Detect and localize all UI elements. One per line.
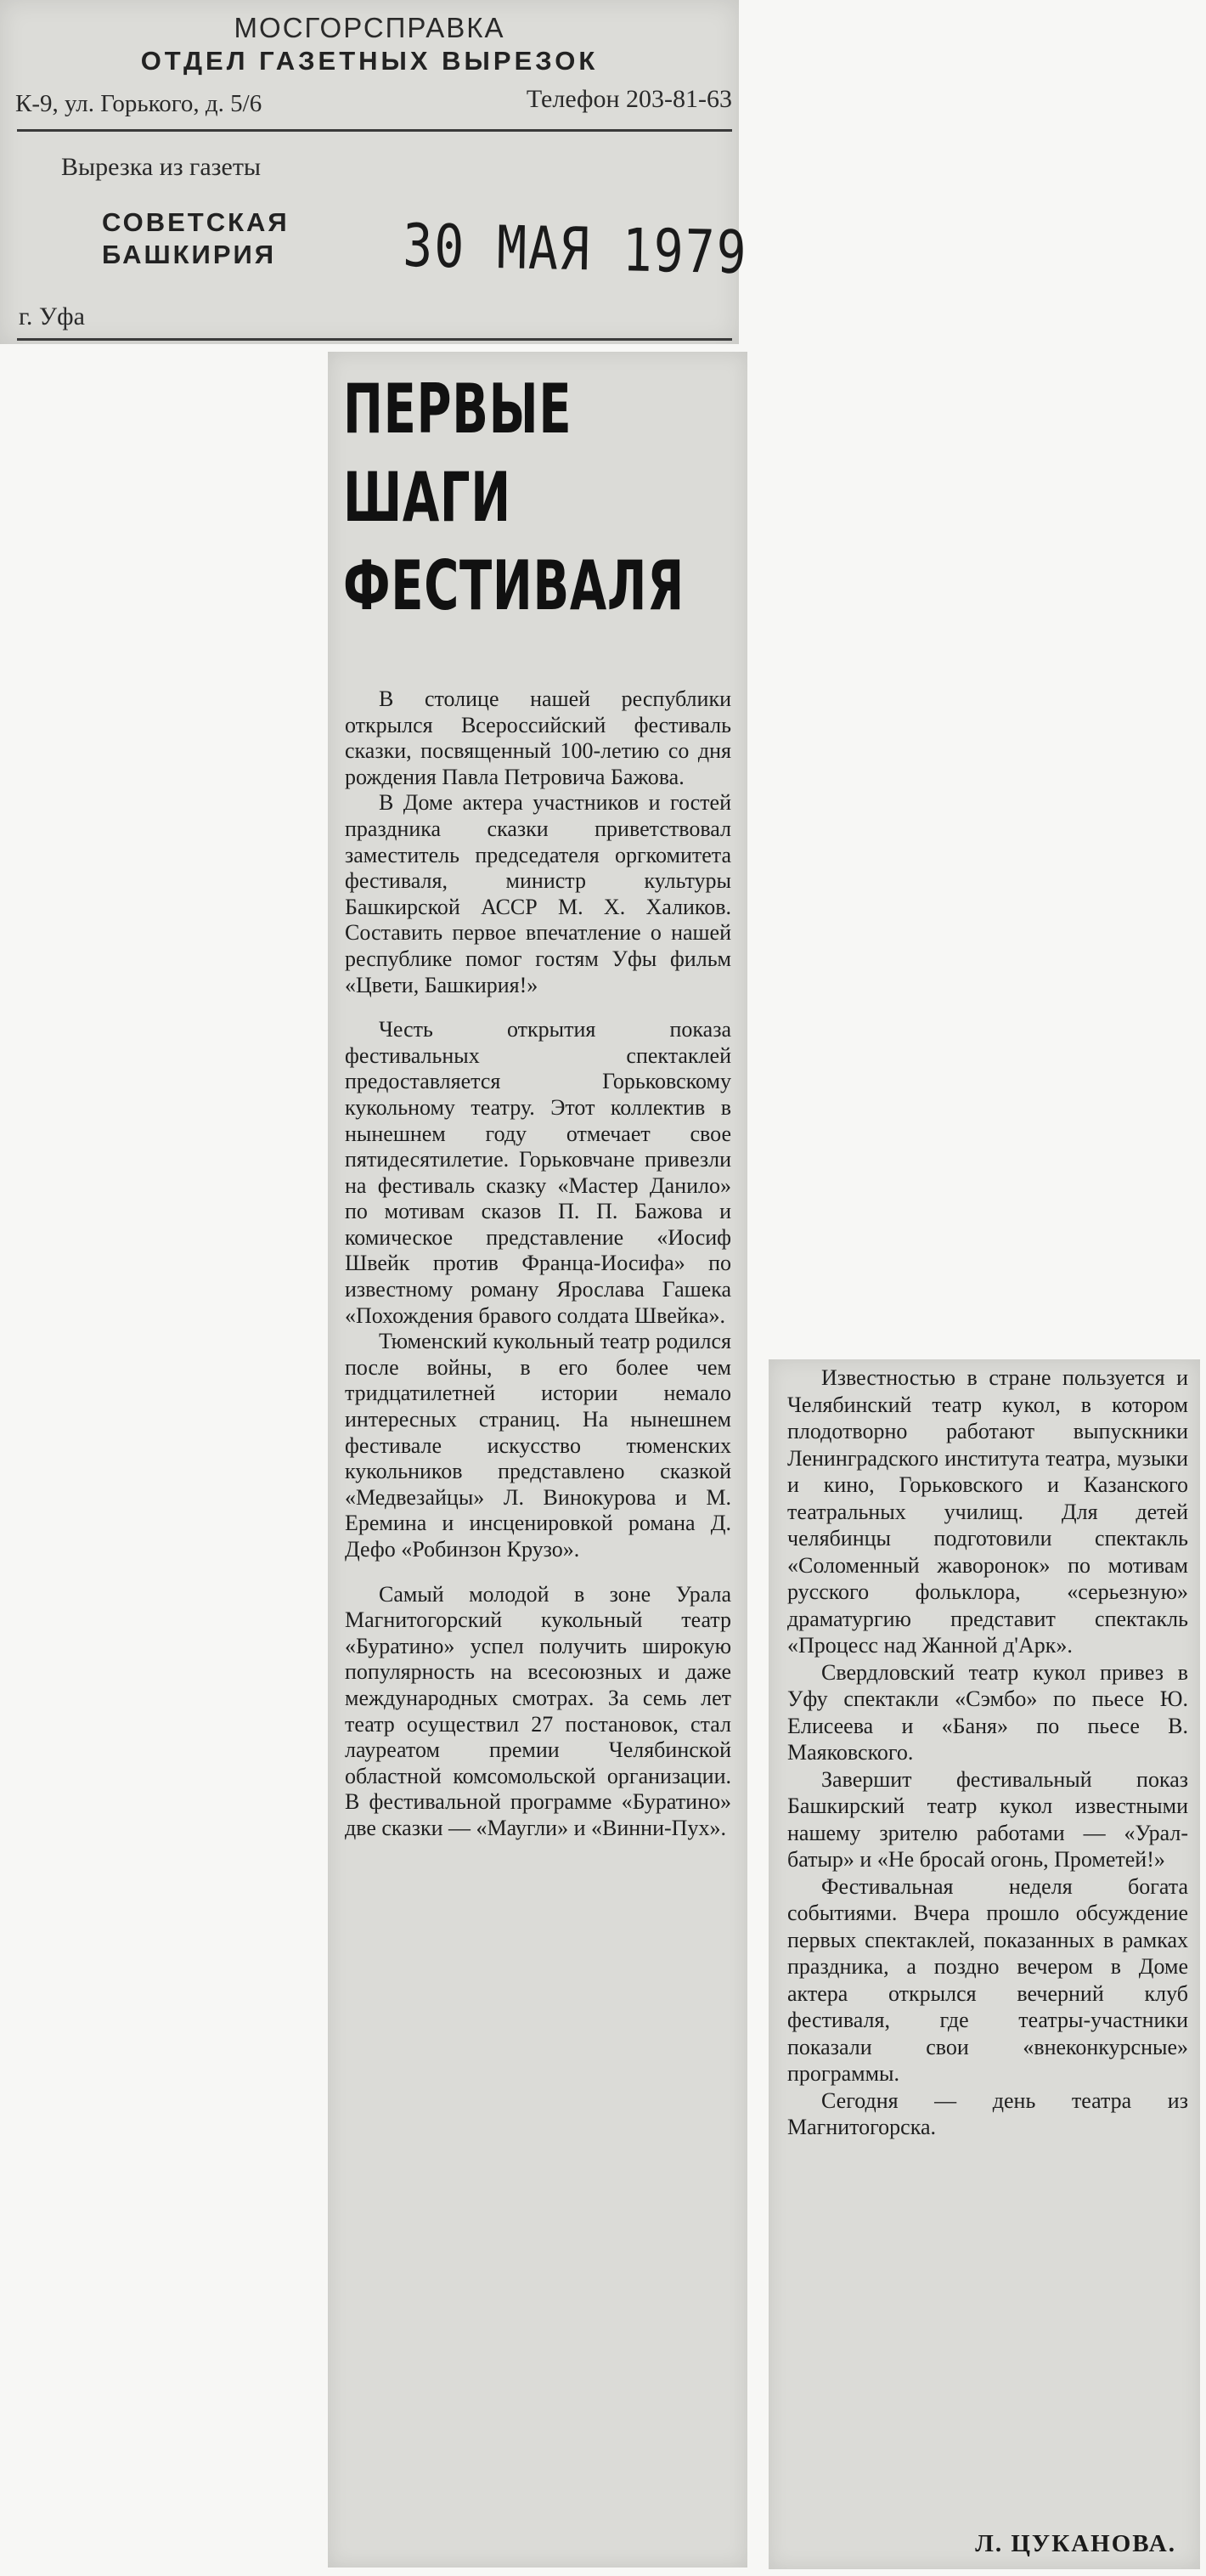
headline-line2: ШАГИ: [343, 458, 511, 537]
stamp-department: ОТДЕЛ ГАЗЕТНЫХ ВЫРЕЗОК: [140, 46, 599, 76]
article-body-column-1: [345, 686, 731, 1842]
article-paragraph: Известностью в стране пользуется и Челябинский театр кукол, в котором плодотворно работают выпускники Ленинградского института театра, музыки и кино, Горьковского и Казанского театральных училищ. Для детей челябинцы подготовили спектакль «Соломенный жаворонок» по мотивам русского фольклора, «серьезную» драматургию представит спектакль «Процесс над Жанной д'Арк».: [787, 1365, 1188, 1658]
newspaper-name-line2: БАШКИРИЯ: [102, 240, 277, 269]
article-headline: [343, 365, 685, 630]
stamp-city: г. Уфа: [19, 302, 85, 330]
headline-line1: ПЕРВЫЕ: [343, 370, 572, 449]
article-paragraph: Тюменский кукольный театр родился после войны, в его более чем тридцатилетней истории немало интересных страниц. На нынешнем фестивале искусство тюменских кукольников представлено сказкой «Медвезайцы» Л. Винокурова и М. Еремина и инсценировкой романа Д. Дефо «Робинзон Крузо».: [345, 1329, 731, 1562]
article-paragraph: В столице нашей республики открылся Всероссийский фестиваль сказки, посвященный 100-летию со дня рождения Павла Петровича Бажова.: [345, 686, 731, 789]
stamp-divider-top: [17, 129, 732, 132]
article-paragraph: Свердловский театр кукол привез в Уфу спектакли «Сэмбо» по пьесе Ю. Елисеева и «Баня» по пьесе В. Маяковского.: [787, 1659, 1188, 1765]
article-column-1: [328, 352, 747, 2568]
stamp-divider-bottom: [17, 338, 732, 341]
article-paragraph: Сегодня — день театра из Магнитогорска.: [787, 2087, 1188, 2139]
article-column-2: [769, 1359, 1200, 2569]
headline-line3: ФЕСТИВАЛЯ: [343, 546, 685, 625]
stamp-agency-name: МОСГОРСПРАВКА: [234, 12, 505, 43]
stamp-date: 30 МАЯ 1979: [402, 211, 749, 288]
stamp-newspaper-name: [102, 206, 323, 271]
article-paragraph: В Доме актера участников и гостей праздника сказки приветствовал заместитель председателя оргкомитета фестиваля, министр культуры Башкирской АССР М. Х. Халиков. Составить первое впечатление о нашей республике помог гостям Уфы фильм «Цвети, Башкирия!»: [345, 790, 731, 997]
stamp-clipping-label: Вырезка из газеты: [61, 153, 262, 181]
author-signature: Л. ЦУКАНОВА.: [975, 2530, 1176, 2557]
article-paragraph: Завершит фестивальный показ Башкирский театр кукол известными нашему зрителю работами — «Урал-батыр» и «Не бросай огонь, Прометей!»: [787, 1766, 1188, 1872]
article-paragraph: Самый молодой в зоне Урала Магнитогорский кукольный театр «Буратино» успел получить широкую популярность на всесоюзных и даже международных смотрах. За семь лет театр осуществил 27 постановок, стал лауреатом премии Челябинской областной комсомольской организации. В фестивальной программе «Буратино» две сказки — «Маугли» и «Винни-Пух».: [345, 1581, 731, 1840]
stamp-phone: Телефон 203-81-63: [526, 85, 732, 113]
article-paragraph: Честь открытия показа фестивальных спектаклей предоставляется Горьковскому кукольному театру. Этот коллектив в нынешнем году отмечает свое пятидесятилетие. Горьковчане привезли на фестиваль сказку «Мастер Данило» по мотивам сказов П. П. Бажова и комическое представление «Иосиф Швейк против Франца-Иосифа» по известному роману Ярослава Гашека «Похождения бравого солдата Швейка».: [345, 1017, 731, 1328]
newspaper-name-line1: СОВЕТСКАЯ: [102, 207, 290, 237]
stamp-address: К-9, ул. Горького, д. 5/6: [15, 90, 262, 117]
clipping-bureau-stamp: [0, 0, 749, 344]
article-paragraph: Фестивальная неделя богата событиями. Вчера прошло обсуждение первых спектаклей, показанных в рамках праздника, а поздно вечером в Доме актера открылся вечерний клуб фестиваля, где театры-участники показали свои «внеконкурсные» программы.: [787, 1873, 1188, 2086]
article-body-column-2: [787, 1364, 1188, 2141]
